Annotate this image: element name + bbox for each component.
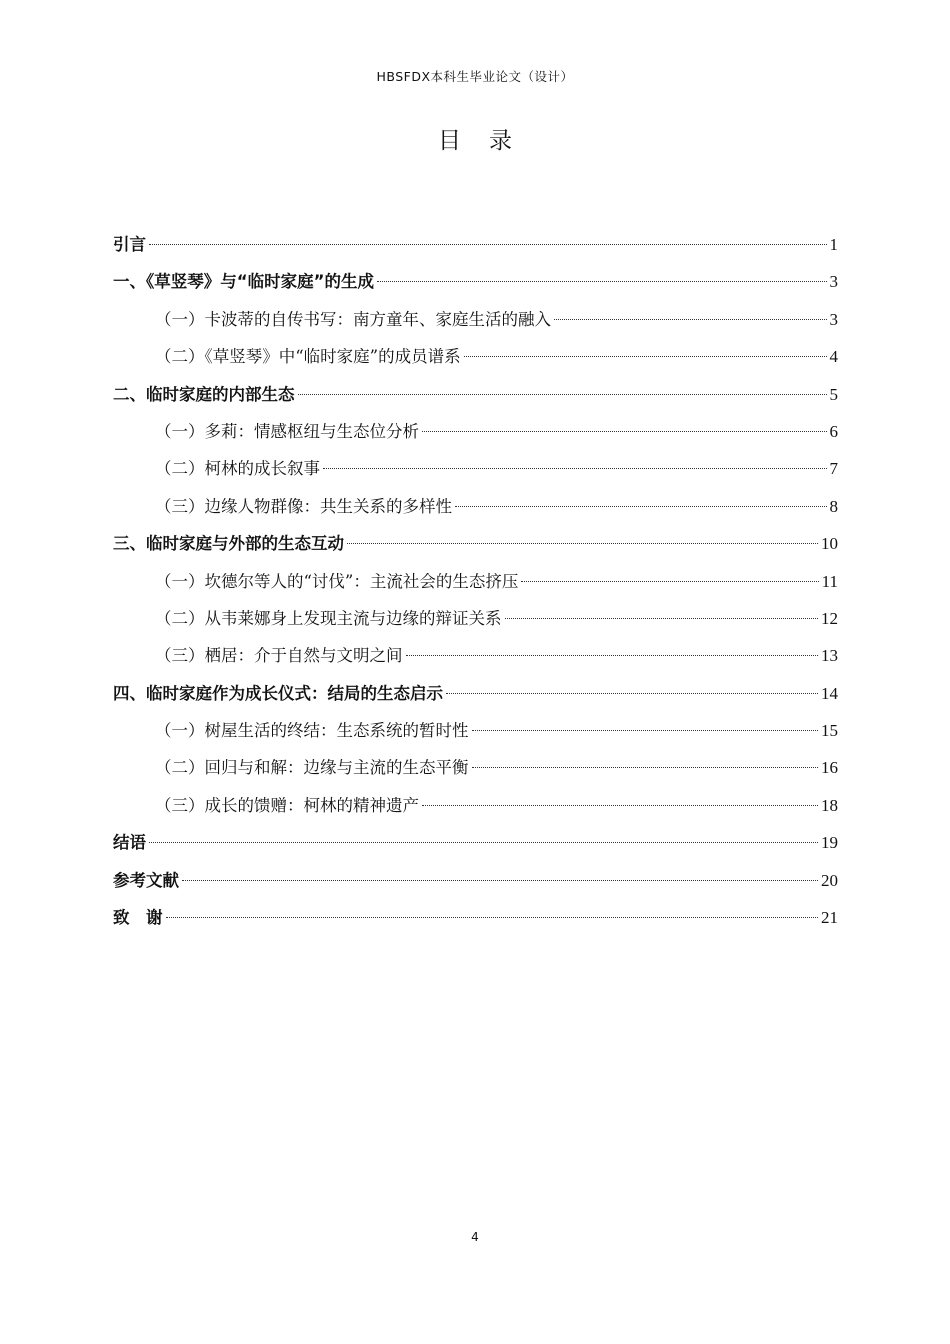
toc-dot-leader (166, 917, 819, 918)
toc-dot-leader (149, 244, 827, 245)
toc-entry[interactable] (113, 563, 838, 600)
toc-dot-leader (455, 506, 827, 507)
toc-dot-leader (406, 655, 819, 656)
toc-title: 目录 (438, 128, 540, 154)
toc-entry-page: 3 (829, 272, 838, 292)
toc-dot-leader (347, 543, 818, 544)
toc-entry-page: 14 (821, 683, 838, 703)
toc-entry[interactable] (113, 413, 838, 450)
toc-entry-label: （三）成长的馈赠：柯林的精神遗产 (155, 795, 419, 815)
toc-entry-label: 引言 (113, 235, 146, 254)
toc-entry-label: 参考文献 (113, 870, 179, 890)
toc-dot-leader (149, 842, 818, 843)
toc-entry-label: 致 谢 (113, 908, 163, 928)
toc-dot-leader (554, 319, 827, 320)
toc-dot-leader (505, 618, 819, 619)
toc-entry[interactable] (113, 488, 838, 525)
toc-entry-label: 三、临时家庭与外部的生态互动 (113, 534, 344, 554)
toc-entry[interactable] (113, 712, 838, 749)
toc-entry[interactable] (113, 787, 838, 824)
toc-entry[interactable] (113, 226, 838, 263)
toc-entry-label: （三）栖居：介于自然与文明之间 (155, 646, 403, 666)
toc-entry-label: （三）边缘人物群像：共生关系的多样性 (155, 496, 452, 516)
toc-dot-leader (298, 394, 827, 395)
toc-entry-label: （一）树屋生活的终结：生态系统的暂时性 (155, 721, 469, 741)
toc-dot-leader (446, 693, 818, 694)
toc-dot-leader (472, 730, 819, 731)
toc-entry-page: 15 (821, 721, 838, 741)
toc-entry[interactable] (113, 376, 838, 413)
page-number: 4 (471, 1230, 479, 1244)
toc-entry-page: 7 (829, 459, 838, 479)
toc-entry[interactable] (113, 899, 838, 936)
toc-entry-page: 13 (821, 646, 838, 666)
toc-entry-page: 3 (829, 309, 838, 329)
toc-dot-leader (472, 767, 819, 768)
table-of-contents (113, 226, 838, 936)
toc-entry-label: （二）回归与和解：边缘与主流的生态平衡 (155, 758, 469, 778)
toc-entry-label: 一、《草竖琴》与“临时家庭”的生成 (113, 272, 374, 292)
toc-entry-page: 10 (821, 534, 838, 554)
toc-entry-page: 1 (829, 235, 838, 254)
toc-entry-page: 18 (821, 795, 838, 815)
toc-entry-label: 结语 (113, 833, 146, 853)
toc-entry-page: 16 (821, 758, 838, 778)
toc-entry-label: （一）多莉：情感枢纽与生态位分析 (155, 421, 419, 441)
running-header: HBSFDX本科生毕业论文（设计） (376, 69, 574, 84)
toc-entry[interactable] (113, 600, 838, 637)
toc-dot-leader (323, 468, 827, 469)
toc-entry[interactable] (113, 824, 838, 861)
toc-entry[interactable] (113, 675, 838, 712)
toc-entry-label: （二）从韦莱娜身上发现主流与边缘的辩证关系 (155, 608, 502, 628)
toc-entry[interactable] (113, 301, 838, 338)
toc-entry[interactable] (113, 525, 838, 562)
toc-entry-page: 11 (821, 571, 838, 591)
toc-entry-label: （二）柯林的成长叙事 (155, 459, 320, 479)
toc-entry-page: 6 (829, 421, 838, 441)
toc-dot-leader (464, 356, 827, 357)
toc-entry[interactable] (113, 338, 838, 375)
toc-dot-leader (422, 431, 827, 432)
toc-entry[interactable] (113, 749, 838, 786)
toc-entry-label: 二、临时家庭的内部生态 (113, 384, 295, 404)
toc-entry-page: 20 (821, 870, 838, 890)
toc-entry-page: 4 (829, 347, 838, 367)
toc-entry-page: 5 (829, 384, 838, 404)
toc-entry[interactable] (113, 263, 838, 300)
toc-entry-label: 四、临时家庭作为成长仪式：结局的生态启示 (113, 683, 443, 703)
toc-entry[interactable] (113, 862, 838, 899)
toc-entry-page: 19 (821, 833, 838, 853)
toc-dot-leader (521, 581, 818, 582)
toc-entry-label: （一）卡波蒂的自传书写：南方童年、家庭生活的融入 (155, 309, 551, 329)
toc-entry[interactable] (113, 637, 838, 674)
toc-entry-label: （一）坎德尔等人的“讨伐”：主流社会的生态挤压 (155, 571, 519, 591)
toc-dot-leader (377, 281, 827, 282)
toc-dot-leader (422, 805, 818, 806)
toc-entry-label: （二）《草竖琴》中“临时家庭”的成员谱系 (155, 347, 461, 367)
toc-entry-page: 8 (829, 496, 838, 516)
toc-dot-leader (182, 880, 818, 881)
toc-entry[interactable] (113, 450, 838, 487)
toc-entry-page: 12 (821, 608, 838, 628)
toc-entry-page: 21 (821, 908, 838, 928)
